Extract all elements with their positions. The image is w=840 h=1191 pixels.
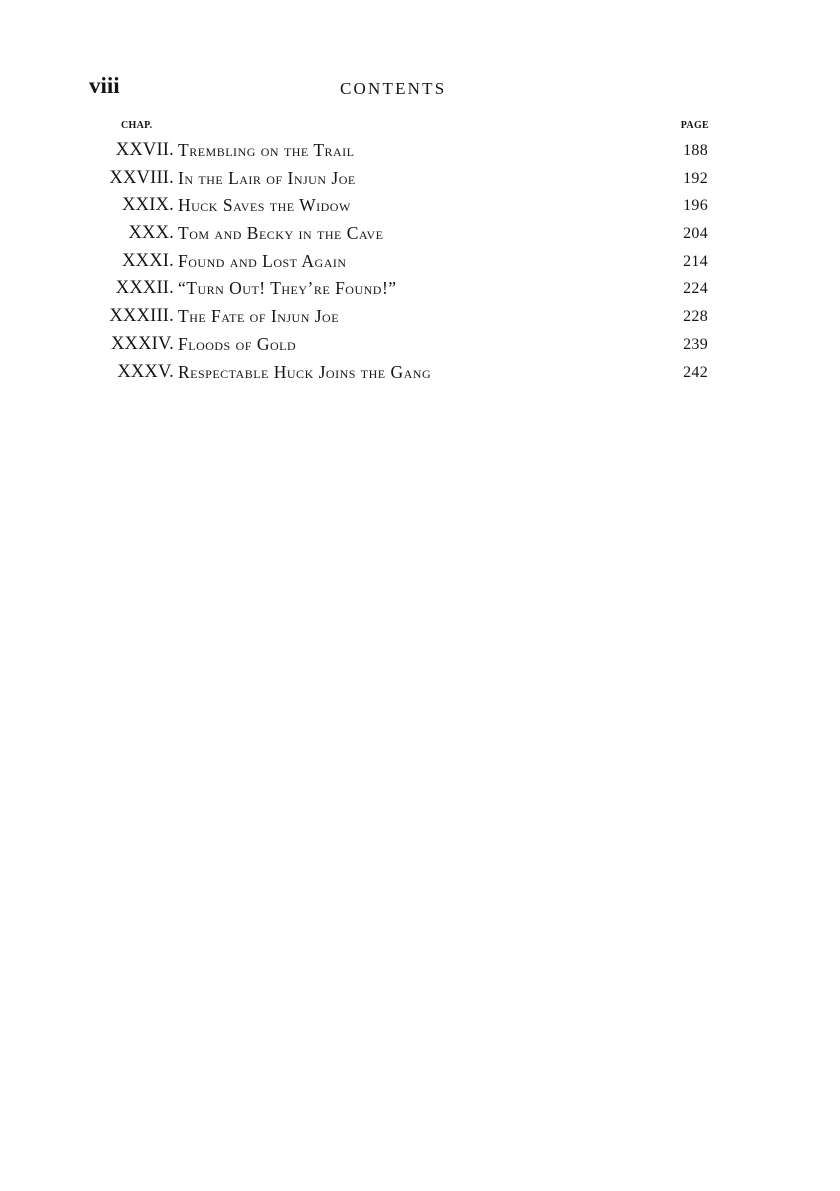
chapter-page: 239	[683, 335, 708, 353]
chapter-page: 196	[683, 197, 708, 215]
chapter-page: 228	[683, 308, 708, 326]
chapter-page: 188	[683, 142, 708, 159]
chapter-number: XXXIII.	[109, 306, 174, 327]
running-head: CONTENTS	[340, 79, 447, 98]
chapter-title: Found and Lost Again	[178, 250, 347, 271]
chapter-number: XXXII.	[115, 278, 174, 299]
toc-entry	[0, 220, 840, 248]
toc-entry	[0, 331, 840, 359]
toc-entry	[0, 359, 840, 387]
chapter-page: 192	[683, 169, 708, 187]
page-column-label: PAGE	[680, 120, 709, 131]
chapter-title: Floods of Gold	[178, 333, 297, 354]
chapter-title: “Turn Out! They’re Found!”	[178, 278, 397, 299]
chapter-title: The Fate of Injun Joe	[178, 306, 340, 327]
chapter-number: XXVIII.	[109, 167, 174, 188]
chapter-number: XXX.	[128, 223, 174, 244]
chapter-number: XXXV.	[117, 361, 174, 382]
chapter-page: 204	[683, 225, 708, 243]
chapter-title: Huck Saves the Widow	[178, 195, 351, 216]
toc-entry	[0, 303, 840, 331]
chapter-column-label: CHAP.	[121, 120, 153, 131]
chapter-number: XXIX.	[122, 195, 174, 216]
chapter-title: In the Lair of Injun Joe	[178, 167, 356, 188]
chapter-number: XXVII.	[115, 140, 174, 160]
chapter-number: XXXI.	[122, 250, 174, 271]
chapter-page: 214	[683, 252, 708, 270]
contents-list	[0, 137, 840, 386]
chapter-page: 224	[683, 280, 708, 298]
toc-entry	[0, 248, 840, 276]
chapter-page: 242	[683, 363, 708, 381]
chapter-title: Respectable Huck Joins the Gang	[178, 361, 432, 382]
toc-entry	[0, 275, 840, 303]
chapter-title: Tom and Becky in the Cave	[178, 223, 384, 244]
toc-entry	[0, 192, 840, 220]
toc-entry	[0, 165, 840, 193]
chapter-number: XXXIV.	[110, 333, 174, 354]
page-number: viii	[89, 73, 120, 98]
chapter-title: Trembling on the Trail	[178, 140, 355, 160]
toc-entry	[0, 137, 840, 165]
